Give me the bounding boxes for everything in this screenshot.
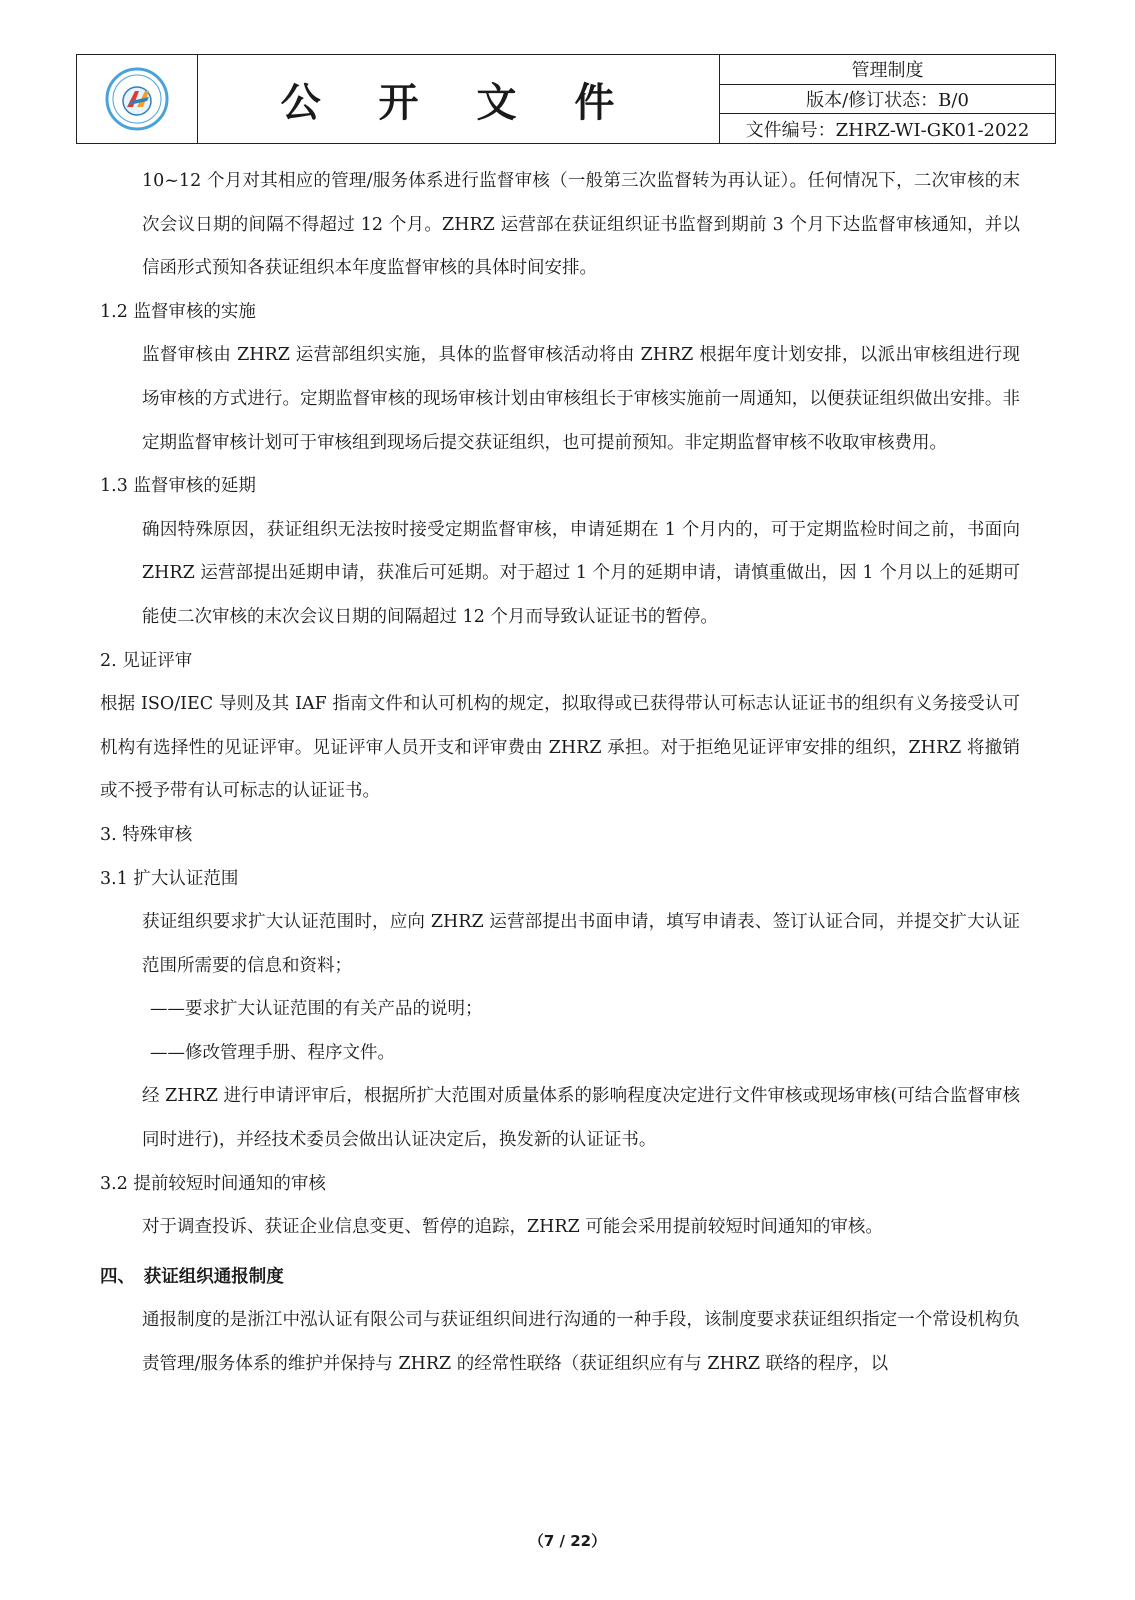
paragraph: 根据 ISO/IEC 导则及其 IAF 指南文件和认可机构的规定，拟取得或已获得带认可标志认证证书的组织有义务接受认可机构有选择性的见证评审。见证评审人员开支和评审费由 ZHRZ 承担。对于拒绝见证评审安排的组织，ZHRZ 将撤销或不授予带有认可标志的认证证书。 bbox=[100, 694, 1020, 802]
section-heading: 1.3 监督审核的延期 bbox=[100, 476, 256, 497]
paragraph: 获证组织要求扩大认证范围时，应向 ZHRZ 运营部提出书面申请，填写申请表、签订认证合同，并提交扩大认证范围所需要的信息和资料； bbox=[142, 912, 1020, 976]
section-heading: 四、 获证组织通报制度 bbox=[100, 1266, 284, 1287]
paragraph: 监督审核由 ZHRZ 运营部组织实施，具体的监督审核活动将由 ZHRZ 根据年度计划安排，以派出审核组进行现场审核的方式进行。定期监督审核的现场审核计划由审核组长于审核实施前一周通知，以便获证组织做出安排。非定期监督审核计划可于审核组到现场后提交获证组织，也可提前预知。非定期监督审核不收取审核费用。 bbox=[142, 345, 1020, 453]
paragraph: 确因特殊原因，获证组织无法按时接受定期监督审核，申请延期在 1 个月内的，可于定期监检时间之前，书面向 ZHRZ 运营部提出延期申请，获准后可延期。对于超过 1 个月的延期申请，请慎重做出，因 1 个月以上的延期可能使二次审核的末次会议日期的间隔超过 12 个月而导致认证证书的暂停。 bbox=[142, 519, 1020, 627]
document-title: 公 开 文 件 bbox=[198, 55, 720, 143]
paragraph: ——要求扩大认证范围的有关产品的说明； bbox=[150, 999, 483, 1020]
document-info bbox=[720, 55, 1055, 143]
company-seal-icon bbox=[105, 67, 169, 131]
document-header bbox=[76, 54, 1056, 144]
document-version: 版本/修订状态：B/0 bbox=[720, 85, 1055, 115]
company-logo bbox=[77, 55, 198, 143]
paragraph: ——修改管理手册、程序文件。 bbox=[150, 1042, 395, 1063]
paragraph: 10~12 个月对其相应的管理/服务体系进行监督审核（一般第三次监督转为再认证）。任何情况下，二次审核的末次会议日期的间隔不得超过 12 个月。ZHRZ 运营部在获证组织证书监督到期前 3 个月下达监督审核通知，并以信函形式预知各获证组织本年度监督审核的具体时间安排。 bbox=[142, 171, 1020, 279]
document-body bbox=[100, 160, 1020, 1387]
page-number: （7 / 22） bbox=[528, 1532, 607, 1550]
document-category: 管理制度 bbox=[720, 55, 1055, 85]
section-heading: 3.2 提前较短时间通知的审核 bbox=[100, 1173, 326, 1194]
paragraph: 对于调查投诉、获证企业信息变更、暂停的追踪，ZHRZ 可能会采用提前较短时间通知的审核。 bbox=[142, 1217, 883, 1238]
section-heading: 1.2 监督审核的实施 bbox=[100, 301, 256, 322]
section-heading: 3.1 扩大认证范围 bbox=[100, 868, 239, 889]
paragraph: 经 ZHRZ 进行申请评审后，根据所扩大范围对质量体系的影响程度决定进行文件审核或现场审核(可结合监督审核同时进行)，并经技术委员会做出认证决定后，换发新的认证证书。 bbox=[142, 1086, 1020, 1151]
document-number: 文件编号：ZHRZ-WI-GK01-2022 bbox=[745, 119, 1030, 141]
section-heading: 3. 特殊审核 bbox=[100, 824, 193, 845]
section-heading: 2. 见证评审 bbox=[100, 650, 193, 671]
paragraph: 通报制度的是浙江中泓认证有限公司与获证组织间进行沟通的一种手段，该制度要求获证组织指定一个常设机构负责管理/服务体系的维护并保持与 ZHRZ 的经常性联络（获证组织应有与 ZHRZ 联络的程序，以 bbox=[142, 1310, 1020, 1375]
